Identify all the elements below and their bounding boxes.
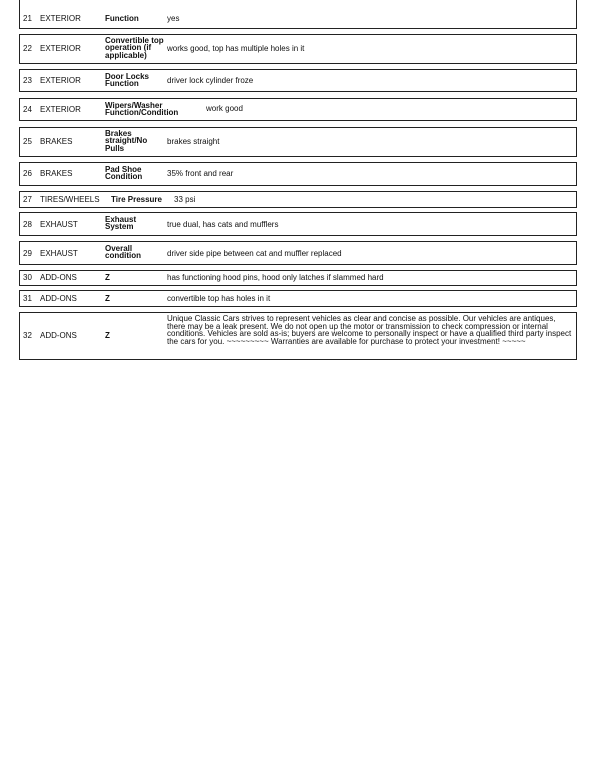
table-row [19, 212, 577, 236]
table-row [19, 191, 577, 208]
row-value: driver lock cylinder froze [167, 76, 254, 85]
row-number: 26 [23, 169, 32, 178]
table-row [19, 312, 577, 360]
table-row [19, 162, 577, 186]
row-item: Z [105, 331, 110, 340]
row-category: EXTERIOR [40, 44, 81, 53]
row-item: Wipers/Washer Function/Condition [105, 101, 179, 118]
row-number: 21 [23, 14, 32, 23]
row-number: 22 [23, 44, 32, 53]
table-row [19, 69, 577, 92]
row-number: 32 [23, 331, 32, 340]
row-item: Overall condition [105, 244, 141, 261]
row-item: Tire Pressure [111, 195, 162, 204]
row-number: 30 [23, 273, 32, 282]
row-category: ADD-ONS [40, 331, 77, 340]
row-value: Unique Classic Cars strives to represent vehicles as clear and concise as possible. Our vehicles are antiques, there may be a leak present. We do not open up the motor or transmission to check compression or internal conditions. Vehicles are sold as-is; buyers are welcome to personally inspect or have a qualified third party inspect the cars for you. ~~~~~~~~~ Warranties are available for purchase to protect your investment! ~~~~~ [167, 314, 572, 346]
row-number: 29 [23, 249, 32, 258]
row-category: EXTERIOR [40, 14, 81, 23]
row-category: BRAKES [40, 137, 73, 146]
table-row [19, 98, 577, 121]
row-number: 25 [23, 137, 32, 146]
row-item: Brakes straight/No Pulls [105, 129, 148, 153]
row-category: EXHAUST [40, 249, 78, 258]
row-category: BRAKES [40, 169, 73, 178]
row-value: work good [206, 104, 243, 113]
row-value: driver side pipe between cat and muffler replaced [167, 249, 342, 258]
row-number: 23 [23, 76, 32, 85]
row-category: EXTERIOR [40, 105, 81, 114]
row-category: EXHAUST [40, 220, 78, 229]
table-row [19, 290, 577, 307]
row-value: yes [167, 14, 180, 23]
row-number: 24 [23, 105, 32, 114]
row-category: ADD-ONS [40, 273, 77, 282]
row-value: has functioning hood pins, hood only latches if slammed hard [167, 273, 384, 282]
row-number: 27 [23, 195, 32, 204]
table-row [19, 127, 577, 157]
table-row [19, 34, 577, 64]
row-number: 28 [23, 220, 32, 229]
row-value: brakes straight [167, 137, 220, 146]
row-item: Pad Shoe Condition [105, 165, 143, 182]
row-item: Convertible top operation (if applicable) [105, 36, 164, 60]
table-row [19, 0, 577, 29]
row-item: Z [105, 273, 110, 282]
row-item: Exhaust System [105, 215, 137, 232]
row-item: Z [105, 294, 110, 303]
row-value: convertible top has holes in it [167, 294, 271, 303]
row-value: 35% front and rear [167, 169, 234, 178]
row-value: 33 psi [174, 195, 196, 204]
row-number: 31 [23, 294, 32, 303]
row-category: EXTERIOR [40, 76, 81, 85]
row-value: true dual, has cats and mufflers [167, 220, 279, 229]
row-category: ADD-ONS [40, 294, 77, 303]
table-row [19, 241, 577, 265]
row-category: TIRES/WHEELS [40, 195, 100, 204]
row-item: Function [105, 14, 139, 23]
row-item: Door Locks Function [105, 72, 150, 89]
table-row [19, 270, 577, 286]
row-value: works good, top has multiple holes in it [167, 44, 305, 53]
